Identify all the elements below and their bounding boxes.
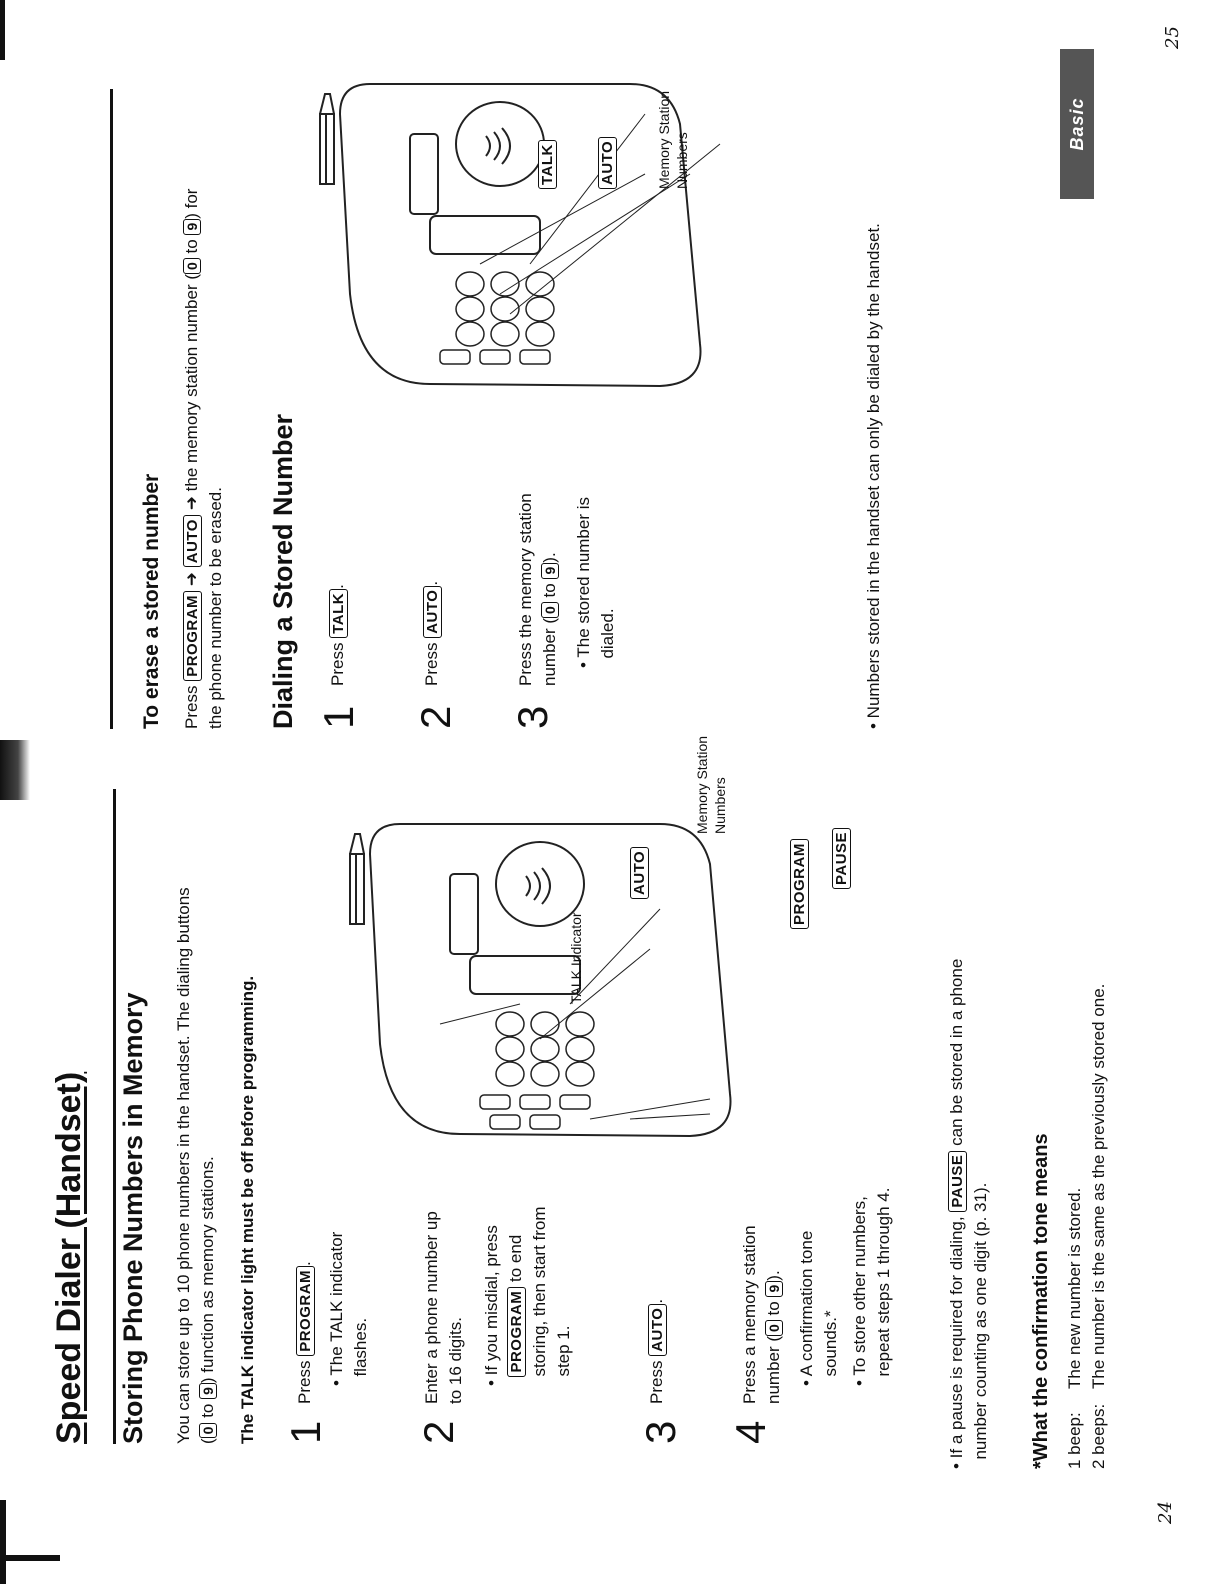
left-handset-illustration bbox=[330, 804, 870, 1154]
pause-figure-key: PAUSE bbox=[832, 828, 851, 889]
step-2-bullet: • If you misdial, press PROGRAM to end storing, then start from step 1. bbox=[482, 1206, 573, 1386]
step-4-text: Press a memory station number (0 to 9). bbox=[740, 1225, 783, 1404]
auto-key-r: AUTO bbox=[423, 586, 442, 638]
left-page-number: 24 bbox=[1155, 1501, 1176, 1524]
talk-key: TALK bbox=[329, 589, 348, 638]
key-9: 9 bbox=[183, 219, 201, 235]
r-step-3-bullet: • The stored number is dialed. bbox=[574, 496, 617, 668]
step-2-text: Enter a phone number up to 16 digits. bbox=[422, 1211, 465, 1404]
tone-heading: *What the confirmation tone means bbox=[1030, 1133, 1052, 1469]
erase-text: Press PROGRAM ➜ AUTO ➜ the memory station number (0 to 9) for the phone number to be erased. bbox=[182, 188, 225, 729]
handset-antenna-r bbox=[320, 94, 334, 184]
right-title-rule bbox=[110, 89, 113, 729]
r-step-3-number: 3 bbox=[509, 705, 556, 729]
right-page-number: 25 bbox=[1162, 26, 1183, 49]
r-step-3-text: Press the memory station number (0 to 9). bbox=[516, 493, 559, 686]
memory-station-label: Memory Station Numbers bbox=[694, 735, 728, 834]
key-0: 0 bbox=[199, 1423, 217, 1439]
left-page-title: Speed Dialer (Handset) bbox=[50, 1071, 88, 1444]
key-0: 0 bbox=[541, 602, 559, 618]
key-9: 9 bbox=[199, 1383, 217, 1399]
step-1-bullet: • The TALK indicator flashes. bbox=[327, 1231, 370, 1386]
talk-figure-key: TALK bbox=[538, 140, 557, 189]
auto-figure-key-r: AUTO bbox=[598, 137, 617, 189]
handset-keypad-r bbox=[440, 272, 554, 364]
intro-line-1: You can store up to 10 phone numbers in the handset. The dialing buttons bbox=[174, 887, 193, 1444]
left-intro bbox=[172, 784, 220, 1444]
left-warning: The TALK indicator light must be off before programming. bbox=[238, 975, 257, 1444]
program-key: PROGRAM bbox=[296, 1266, 315, 1356]
r-step-2-number: 2 bbox=[412, 705, 459, 729]
step-2-number: 2 bbox=[415, 1420, 462, 1444]
step-1-number: 1 bbox=[282, 1420, 329, 1444]
tone-1: 1 beep:The new number is stored. bbox=[1065, 1187, 1084, 1469]
tone-list bbox=[1063, 984, 1111, 1469]
step-1-text: Press PROGRAM. bbox=[295, 1261, 314, 1404]
program-figure-key: PROGRAM bbox=[790, 839, 809, 929]
step-4-bullet-2: • To store other numbers, repeat steps 1 through 4. bbox=[850, 1187, 893, 1386]
left-section-heading: Storing Phone Numbers in Memory bbox=[118, 992, 148, 1444]
pause-note: • If a pause is required for dialing, PAUSE can be stored in a phone number counting as one digit (p. 31). bbox=[947, 958, 990, 1469]
right-handset-illustration bbox=[300, 64, 820, 404]
auto-key: AUTO bbox=[648, 1304, 667, 1356]
r-step-1-number: 1 bbox=[315, 705, 362, 729]
handset-body bbox=[370, 824, 731, 1136]
step-4-bullet-1: • A confirmation tone sounds.* bbox=[797, 1230, 840, 1386]
key-0: 0 bbox=[765, 1320, 783, 1336]
key-9: 9 bbox=[541, 563, 559, 579]
handset-body-r bbox=[340, 84, 701, 386]
step-3-text: Press AUTO. bbox=[647, 1298, 666, 1404]
erase-program-key: PROGRAM bbox=[183, 591, 202, 681]
talk-indicator-label: TALK Indicator bbox=[568, 912, 584, 1004]
basic-operation-banner: Basic Operation bbox=[1060, 49, 1094, 199]
tone-2: 2 beeps:The number is the same as the previously stored one. bbox=[1089, 983, 1108, 1469]
auto-figure-key: AUTO bbox=[630, 847, 649, 899]
memory-station-label-r: Memory Station Numbers bbox=[656, 90, 690, 189]
erase-auto-key: AUTO bbox=[183, 515, 202, 567]
erase-heading: To erase a stored number bbox=[140, 473, 163, 729]
key-0: 0 bbox=[183, 258, 201, 274]
intro-line-2: (0 to 9) function as memory stations. bbox=[198, 1156, 217, 1444]
right-note: • Numbers stored in the handset can only be dialed by the handset. bbox=[864, 223, 883, 729]
r-step-2-text: Press AUTO. bbox=[422, 580, 441, 686]
handset-antenna bbox=[350, 834, 364, 924]
key-9: 9 bbox=[765, 1281, 783, 1297]
pause-key: PAUSE bbox=[948, 1151, 967, 1212]
r-step-1-text: Press TALK. bbox=[328, 584, 347, 686]
step-3-number: 3 bbox=[637, 1420, 684, 1444]
step-4-number: 4 bbox=[727, 1420, 774, 1444]
left-title-rule bbox=[113, 789, 116, 1444]
program-key-2: PROGRAM bbox=[507, 1287, 526, 1377]
right-section-heading: Dialing a Stored Number bbox=[268, 413, 298, 729]
handset-keypad bbox=[480, 1012, 594, 1129]
